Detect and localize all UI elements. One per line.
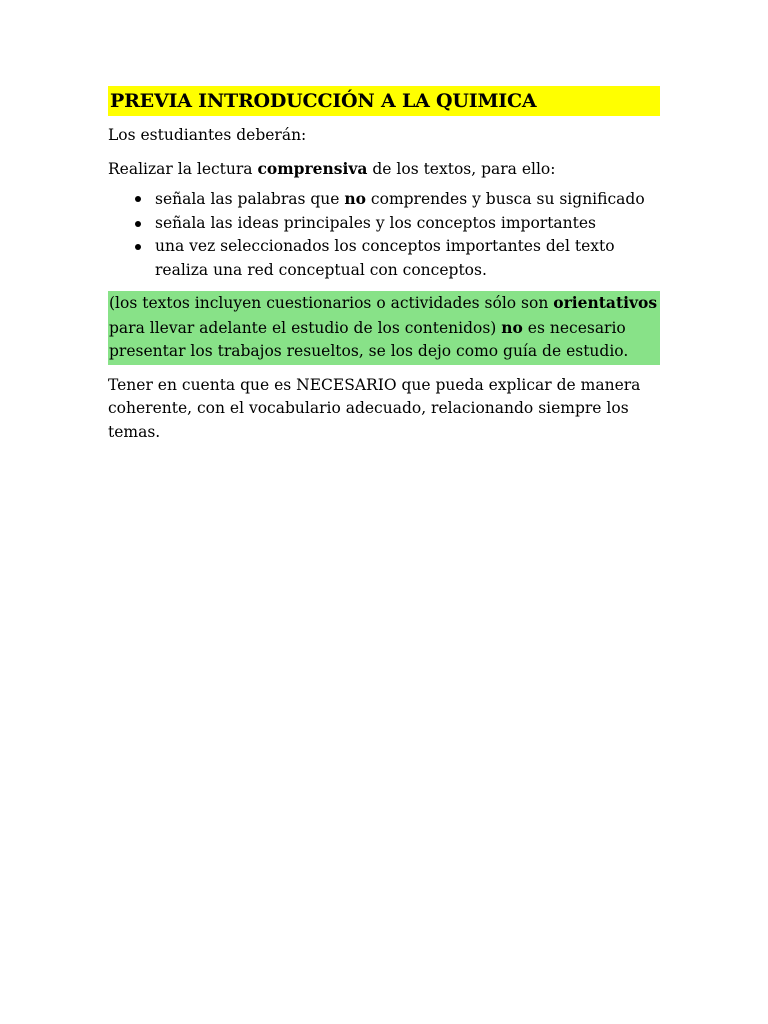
note-text-1: (los textos incluyen cuestionarios o actividades sólo son: [109, 294, 554, 312]
note-bold-word-1: orientativos: [553, 293, 658, 312]
document-page: [108, 86, 660, 444]
list-item-bold-word: no: [344, 189, 366, 208]
note-bold-word-2: no: [501, 317, 523, 337]
intro-text: Los estudiantes deberán:: [108, 126, 307, 144]
list-item: [155, 187, 660, 212]
list-item-text-before: señala las palabras que: [155, 190, 345, 208]
lead-text-before: Realizar la lectura: [108, 159, 258, 178]
document-title: PREVIA INTRODUCCIÓN A LA QUIMICA: [108, 86, 660, 116]
list-item: señala las ideas principales y los conceptos importantes: [155, 212, 660, 236]
note-text-2: para llevar adelante el estudio de los contenidos): [109, 318, 502, 337]
closing-paragraph: Tener en cuenta que es NECESARIO que pueda explicar de manera coherente, con el vocabulario adecuado, relacionando siempre los temas.: [108, 375, 641, 441]
note-text-3: es necesario presentar los trabajos resueltos, se los dejo como guía de estudio.: [109, 318, 629, 360]
lead-text-after: de los textos, para ello:: [367, 159, 556, 178]
instruction-list: [108, 187, 660, 282]
lead-bold-word: comprensiva: [257, 158, 368, 178]
list-item-text-after: comprendes y busca su significado: [366, 190, 645, 208]
lead-paragraph: [108, 157, 660, 182]
list-item: una vez seleccionados los conceptos importantes del texto realiza una red conceptual con conceptos.: [155, 235, 660, 282]
highlighted-note: [108, 291, 660, 365]
